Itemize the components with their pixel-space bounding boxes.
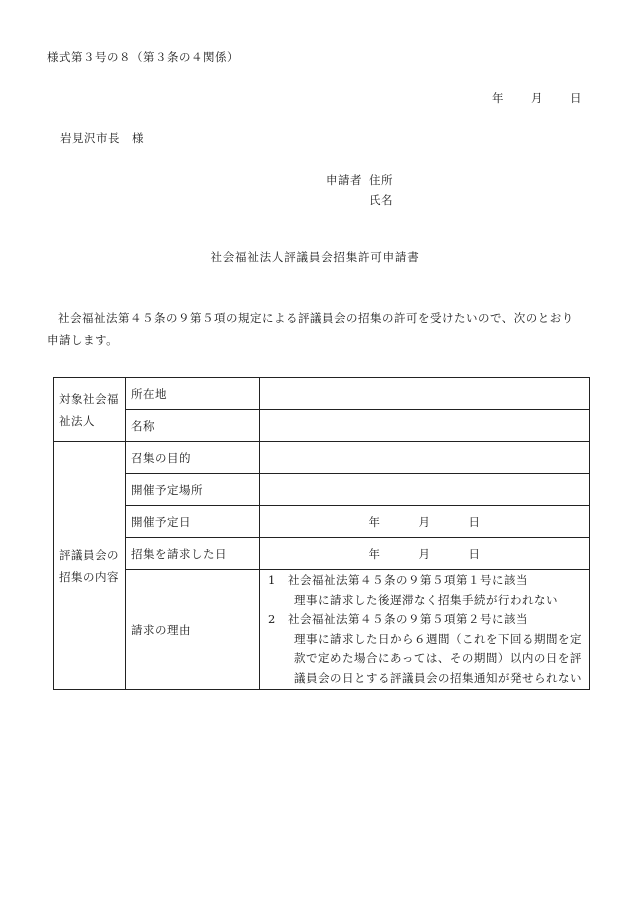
reason-detail: 理事に請求した日から６週間（これを下回る期間を定 (294, 631, 582, 646)
purpose-label-cell: 召集の目的 (126, 442, 260, 474)
table-row (54, 538, 590, 570)
month-label: 月 (531, 91, 543, 105)
target-corporation-header: 対象社会福祉法人 (54, 378, 126, 442)
reason-option-2[interactable]: 2 社会福祉法第４５条の９第５項第２号に該当 (268, 612, 528, 626)
table-row (54, 442, 590, 474)
address-label-cell: 所在地 (126, 378, 260, 410)
day-label: 日 (570, 91, 582, 105)
reason-detail: 理事に請求した後遅滞なく招集手続が行われない (294, 592, 558, 607)
applicant-block (326, 170, 393, 210)
submission-date (492, 90, 582, 106)
table-row (54, 410, 590, 442)
body-text: 社会福祉法第４５条の９第５項の規定による評議員会の招集の許可を受けたいので、次のとおり申請します。 (47, 311, 574, 347)
reason-label-cell: 請求の理由 (126, 570, 260, 690)
year-label: 年 (368, 546, 381, 561)
venue-value-cell[interactable] (260, 474, 590, 506)
table-row (54, 570, 590, 690)
meeting-content-header: 評議員会の招集の内容 (54, 442, 126, 690)
reason-value-cell (260, 570, 590, 690)
applicant-name-label: 氏名 (369, 193, 393, 207)
scheduled-date-value-cell[interactable] (260, 506, 590, 538)
venue-label-cell: 開催予定場所 (126, 474, 260, 506)
table-row (54, 378, 590, 410)
day-label: 日 (468, 514, 481, 529)
reason-option-1[interactable]: 1 社会福祉法第４５条の９第５項第１号に該当 (268, 573, 528, 587)
name-value-cell[interactable] (260, 410, 590, 442)
application-table (53, 377, 590, 690)
scheduled-date-label-cell: 開催予定日 (126, 506, 260, 538)
month-label: 月 (418, 546, 431, 561)
request-date-label-cell: 招集を請求した日 (126, 538, 260, 570)
applicant-label: 申請者 (326, 173, 362, 187)
form-number: 様式第３号の８（第３条の４関係） (47, 50, 239, 64)
table-row (54, 474, 590, 506)
year-label: 年 (492, 91, 504, 105)
request-date-value-cell[interactable] (260, 538, 590, 570)
reason-detail: 款で定めた場合にあっては、その期間）以内の日を評 (294, 651, 582, 665)
document-title: 社会福祉法人評議員会招集許可申請書 (210, 250, 420, 264)
reason-detail: 議員会の日とする評議員会の招集通知が発せられない (294, 670, 582, 685)
day-label: 日 (468, 546, 481, 561)
year-label: 年 (368, 514, 381, 529)
name-label-cell: 名称 (126, 410, 260, 442)
addressee: 岩見沢市長 様 (60, 131, 144, 145)
applicant-address-label: 住所 (369, 173, 393, 187)
address-value-cell[interactable] (260, 378, 590, 410)
month-label: 月 (418, 514, 431, 529)
table-row (54, 506, 590, 538)
purpose-value-cell[interactable] (260, 442, 590, 474)
